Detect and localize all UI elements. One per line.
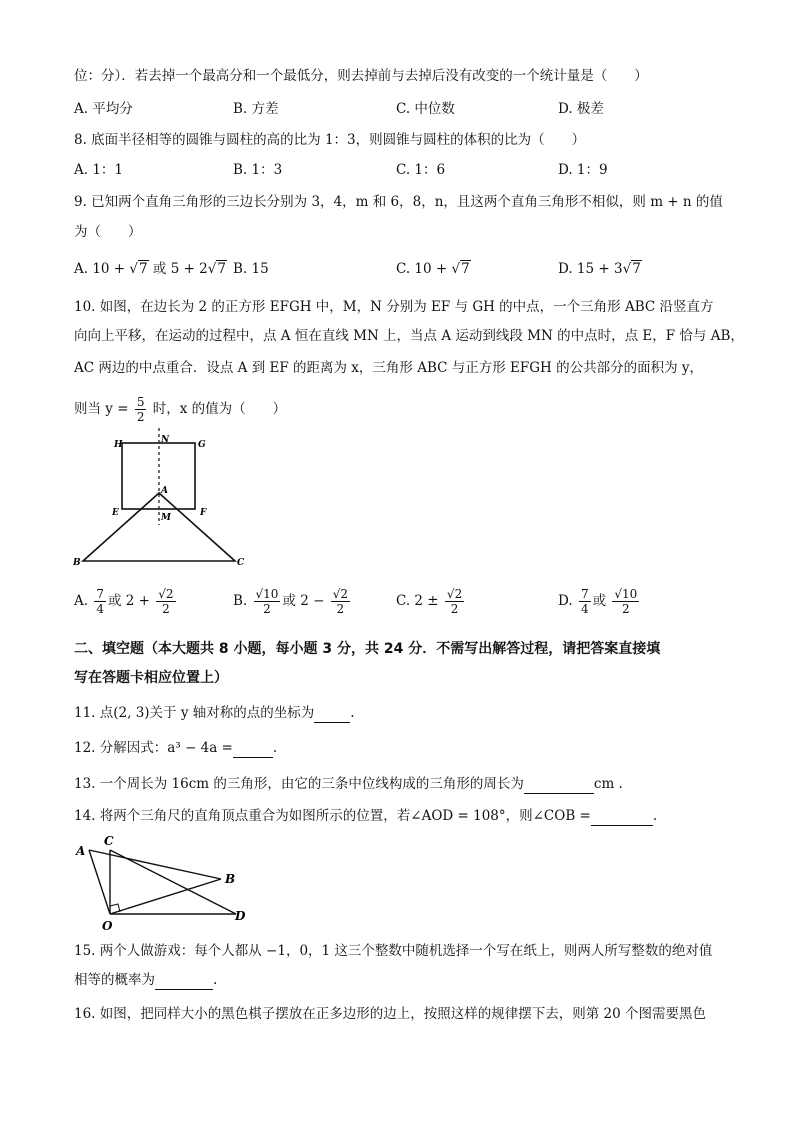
q10-option-c: C. 2 ± $\frac{√2}{2}$ bbox=[396, 587, 463, 616]
label-a: A bbox=[161, 486, 168, 496]
q12: 12. 分解因式：a³ − 4a = . bbox=[74, 740, 278, 756]
q10-line2: 向向上平移，在运动的过程中，点 A 恒在直线 MN 上，当点 A 运动到线段 MN 的中点时，点 E，F 恰与 AB， bbox=[74, 328, 744, 344]
label-n: N bbox=[161, 435, 170, 445]
q8-option-d: D. 1：9 bbox=[558, 162, 608, 178]
label-e: E bbox=[112, 508, 119, 518]
q7-option-b: B. 方差 bbox=[233, 101, 279, 117]
section2-heading-line2: 写在答题卡相应位置上） bbox=[74, 670, 228, 686]
label-h: H bbox=[114, 440, 123, 450]
label-o: O bbox=[102, 919, 113, 933]
label-g: G bbox=[198, 440, 206, 450]
q9-line1: 9. 已知两个直角三角形的三边长分别为 3，4，m 和 6，8，n，且这两个直角三角形不相似，则 m + n 的值 bbox=[74, 194, 723, 210]
q10-option-d: D. $\frac{7}{4}$ 或 $\frac{√10}{2}$ bbox=[558, 587, 638, 616]
q7-option-a: A. 平均分 bbox=[74, 101, 133, 117]
q7-option-c: C. 中位数 bbox=[396, 101, 455, 117]
section2-heading-line1: 二、填空题（本大题共 8 小题，每小题 3 分，共 24 分．不需写出解答过程，请把答案直接填 bbox=[74, 641, 661, 657]
q12-blank bbox=[233, 743, 273, 758]
label-f: F bbox=[200, 508, 207, 518]
q9-line2: 为（ ） bbox=[74, 224, 142, 240]
q9-option-d: D. 15 + 3√7 bbox=[558, 261, 641, 277]
q7-line1: 位：分）．若去掉一个最高分和一个最低分，则去掉前与去掉后没有改变的一个统计量是（ ） bbox=[74, 68, 648, 84]
q15-line2: 相等的概率为 . bbox=[74, 972, 218, 988]
q10-option-b: B. $\frac{√10}{2}$ 或 2 − $\frac{√2}{2}$ bbox=[233, 587, 348, 616]
label-b: B bbox=[73, 558, 81, 568]
q11-blank bbox=[314, 708, 350, 723]
label-b: B bbox=[225, 872, 236, 886]
q9-option-a: A. 10 + √7 或 5 + 2√7 bbox=[74, 261, 226, 277]
label-a: A bbox=[76, 844, 86, 858]
q13-blank bbox=[524, 779, 594, 794]
q8-option-a: A. 1：1 bbox=[74, 162, 124, 178]
q14-blank bbox=[591, 811, 653, 826]
q16-line1: 16. 如图，把同样大小的黑色棋子摆放在正多边形的边上，按照这样的规律摆下去，则第 20 个图需要黑色 bbox=[74, 1006, 707, 1022]
q8-option-b: B. 1：3 bbox=[233, 162, 283, 178]
q10-option-a: A. $\frac{7}{4}$ 或 2 + $\frac{√2}{2}$ bbox=[74, 587, 174, 616]
q11: 11. 点(2, 3)关于 y 轴对称的点的坐标为 . bbox=[74, 705, 355, 721]
q8-option-c: C. 1：6 bbox=[396, 162, 446, 178]
q10-fraction: $\frac{5}{2}$ bbox=[136, 395, 145, 424]
q8-line1: 8. 底面半径相等的圆锥与圆柱的高的比为 1：3，则圆锥与圆柱的体积的比为（ ） bbox=[74, 132, 586, 148]
label-c: C bbox=[237, 558, 245, 568]
q9-option-c: C. 10 + √7 bbox=[396, 261, 470, 277]
q10-figure bbox=[70, 425, 260, 570]
q14-figure bbox=[70, 830, 255, 935]
label-d: D bbox=[235, 909, 246, 923]
q10-line3: AC 两边的中点重合．设点 A 到 EF 的距离为 x，三角形 ABC 与正方形 EFGH 的公共部分的面积为 y， bbox=[74, 360, 704, 376]
q10-line1: 10. 如图，在边长为 2 的正方形 EFGH 中，M，N 分别为 EF 与 GH 的中点，一个三角形 ABC 沿竖直方 bbox=[74, 299, 714, 315]
q15-line1: 15. 两个人做游戏：每个人都从 −1，0，1 这三个整数中随机选择一个写在纸上，则两人所写整数的绝对值 bbox=[74, 943, 713, 959]
q14: 14. 将两个三角尺的直角顶点重合为如图所示的位置，若∠AOD = 108°，则∠COB = . bbox=[74, 808, 658, 824]
q7-option-d: D. 极差 bbox=[558, 101, 604, 117]
q13: 13. 一个周长为 16cm 的三角形，由它的三条中位线构成的三角形的周长为 cm . bbox=[74, 776, 623, 792]
triangle-abc bbox=[83, 493, 235, 561]
label-m: M bbox=[161, 513, 171, 523]
label-c: C bbox=[104, 834, 114, 848]
q9-option-b: B. 15 bbox=[233, 261, 269, 277]
q15-blank bbox=[155, 975, 213, 990]
q10-line4: 则当 y = $\frac{5}{2}$ 时，x 的值为（ ） bbox=[74, 395, 287, 424]
